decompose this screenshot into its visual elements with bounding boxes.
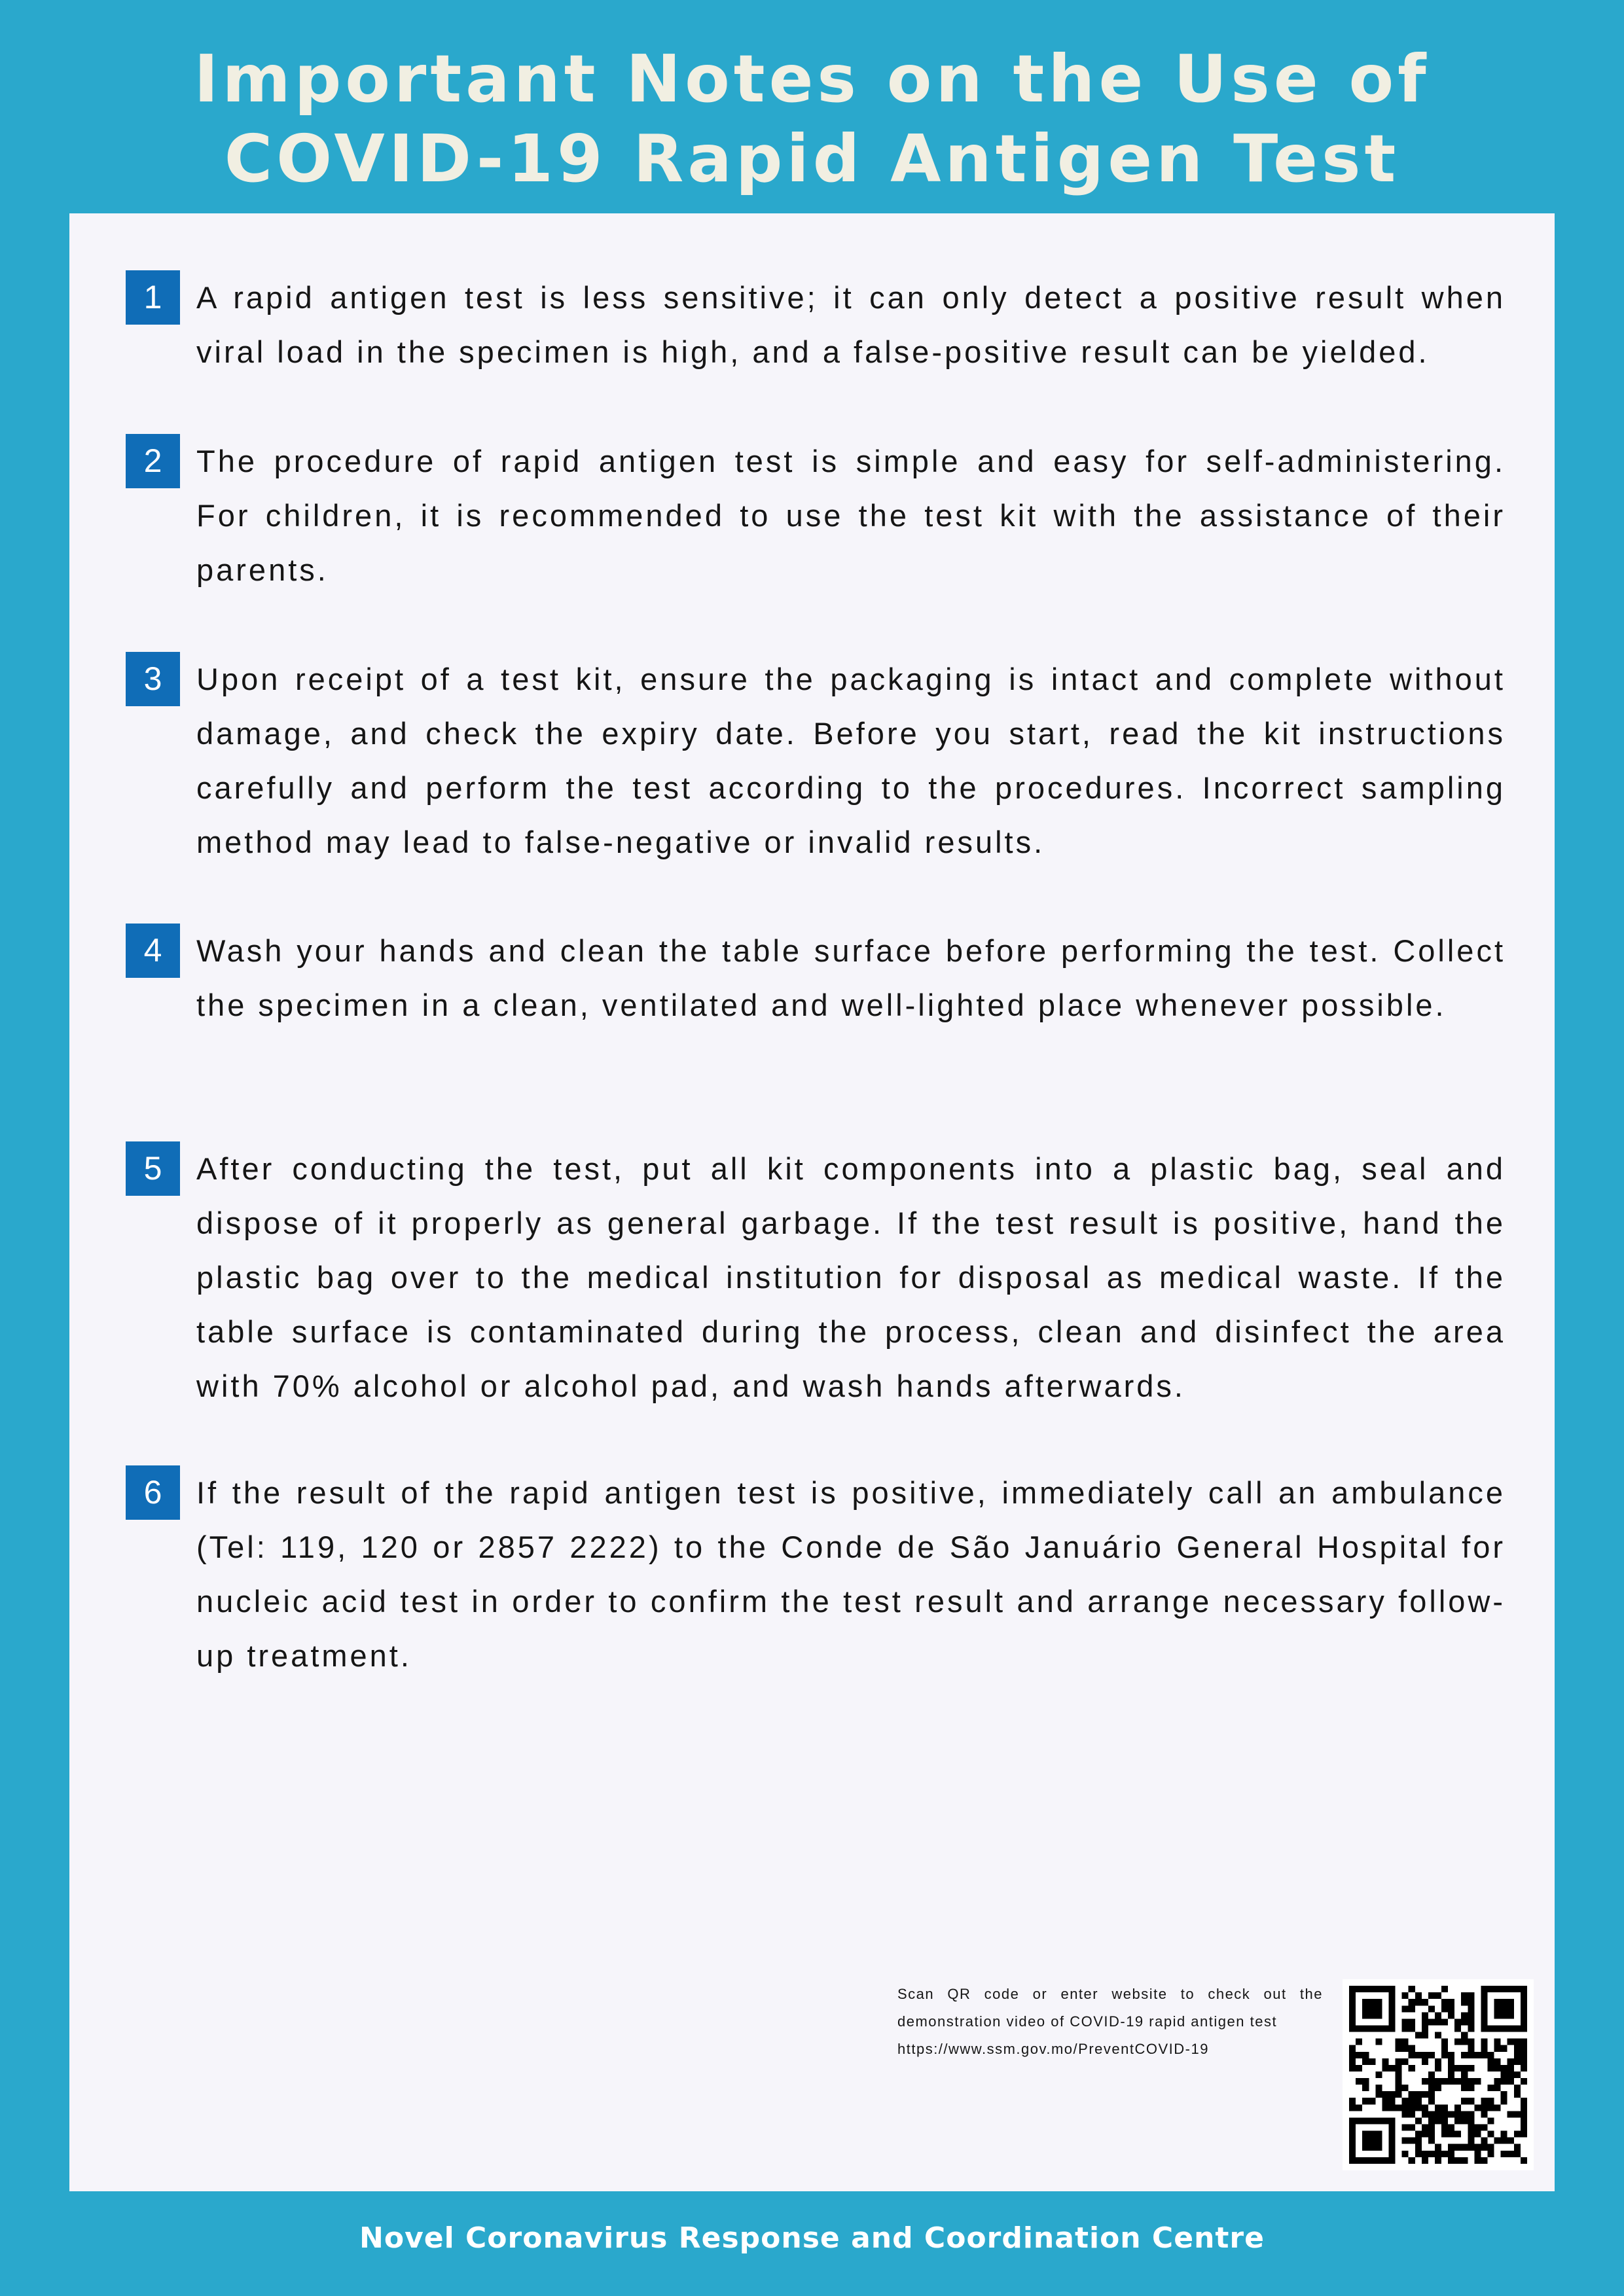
- note-number-badge: 6: [126, 1465, 180, 1520]
- note-number-badge: 5: [126, 1141, 180, 1196]
- note-number-badge: 4: [126, 924, 180, 978]
- qr-code-icon[interactable]: [1343, 1979, 1534, 2170]
- note-number-badge: 3: [126, 652, 180, 706]
- qr-url-link[interactable]: https://www.ssm.gov.mo/PreventCOVID-19: [897, 2041, 1209, 2057]
- note-text: A rapid antigen test is less sensitive; it can only detect a positive result when viral load in the specimen is high, and a false-positive result can be yielded.: [196, 280, 1506, 369]
- title-line-1: Important Notes on the Use of: [194, 41, 1430, 117]
- note-text: After conducting the test, put all kit components into a plastic bag, seal and dispose of it properly as general garbage. If the test result is positive, hand the plastic bag over to the medical institution for disposal as medical waste. If the table surface is contaminated during the process, clean and disinfect the area with 70% alcohol or alcohol pad, and wash hands afterwards.: [196, 1151, 1506, 1403]
- page-title: [0, 39, 1624, 199]
- note-text: The procedure of rapid antigen test is simple and easy for self-administering. For children, it is recommended to use the test kit with the assistance of their parents.: [196, 444, 1506, 587]
- note-number-badge: 1: [126, 270, 180, 325]
- footer-organization: Novel Coronavirus Response and Coordination Centre: [359, 2221, 1265, 2255]
- notes-panel: [69, 213, 1555, 2191]
- note-text: If the result of the rapid antigen test is positive, immediately call an ambulance (Tel: 119, 120 or 2857 2222) to the Conde de São Januário General Hospital for nucleic acid test in order to confirm the test result and arrange necessary follow-up treatment.: [196, 1475, 1506, 1673]
- qr-instructions: [897, 1981, 1323, 2063]
- note-text: Upon receipt of a test kit, ensure the packaging is intact and complete without damage, and check the expiry date. Before you start, read the kit instructions carefully and perform the test according to the procedures. Incorrect sampling method may lead to false-negative or invalid results.: [196, 662, 1506, 859]
- note-number-badge: 2: [126, 434, 180, 488]
- qr-description: Scan QR code or enter website to check out the demonstration video of COVID-19 rapid antigen test: [897, 1986, 1323, 2030]
- title-line-2: COVID-19 Rapid Antigen Test: [224, 120, 1400, 197]
- note-text: Wash your hands and clean the table surface before performing the test. Collect the specimen in a clean, ventilated and well-lighted place whenever possible.: [196, 933, 1506, 1022]
